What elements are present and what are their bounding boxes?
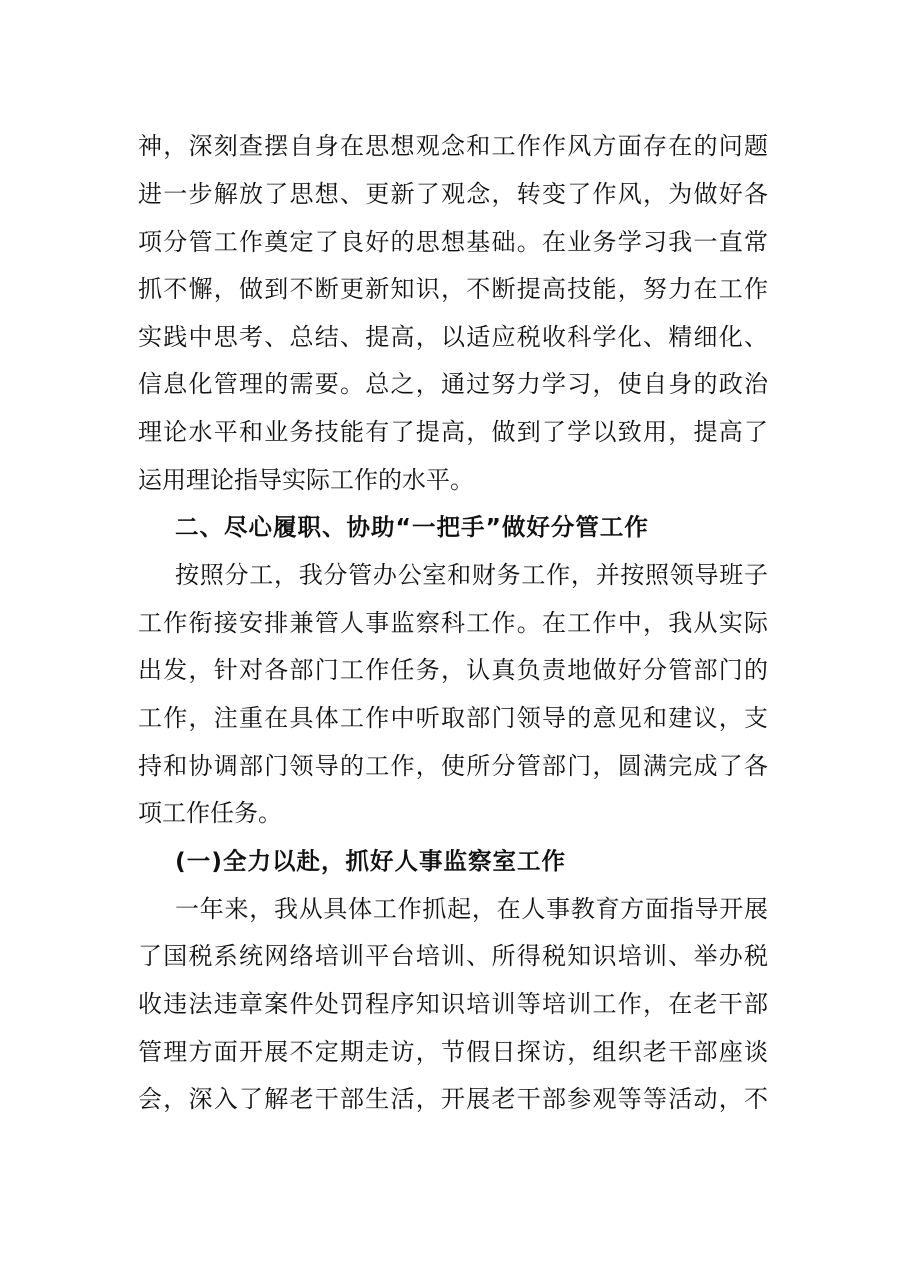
section-heading: 二、尽心履职、协助“一把手”做好分管工作 — [175, 513, 649, 541]
body-line: 运用理论指导实际工作的水平。 — [138, 466, 474, 494]
paragraph-first-line: 一年来，我从具体工作抓起，在人事教育方面指导开展 — [175, 895, 768, 923]
body-line: 项分管工作奠定了良好的思想基础。在业务学习我一直常 — [138, 228, 768, 256]
body-line: 进一步解放了思想、更新了观念，转变了作风，为做好各 — [138, 180, 768, 208]
body-line: 信息化管理的需要。总之，通过努力学习，使自身的政治 — [138, 370, 768, 398]
paragraph-first-line: 按照分工，我分管办公室和财务工作，并按照领导班子 — [175, 561, 768, 589]
body-line: 管理方面开展不定期走访，节假日探访，组织老干部座谈 — [138, 1038, 768, 1066]
body-line: 出发，针对各部门工作任务，认真负责地做好分管部门的 — [138, 656, 768, 684]
body-line: 持和协调部门领导的工作，使所分管部门，圆满完成了各 — [138, 752, 768, 780]
body-line: 会，深入了解老干部生活，开展老干部参观等等活动，不 — [138, 1085, 768, 1113]
body-line: 理论水平和业务技能有了提高，做到了学以致用，提高了 — [138, 418, 768, 446]
body-line: 抓不懈，做到不断更新知识，不断提高技能，努力在工作 — [138, 275, 768, 303]
body-line: 工作，注重在具体工作中听取部门领导的意见和建议，支 — [138, 704, 768, 732]
body-line: 收违法违章案件处罚程序知识培训等培训工作，在老干部 — [138, 990, 768, 1018]
body-line: 工作衔接安排兼管人事监察科工作。在工作中，我从实际 — [138, 609, 768, 637]
subsection-heading: (一)全力以赴，抓好人事监察室工作 — [175, 847, 566, 875]
body-line: 实践中思考、总结、提高，以适应税收科学化、精细化、 — [138, 323, 768, 351]
body-line: 神，深刻查摆自身在思想观念和工作作风方面存在的问题 — [138, 132, 768, 160]
body-line: 项工作任务。 — [138, 799, 282, 827]
body-line: 了国税系统网络培训平台培训、所得税知识培训、举办税 — [138, 942, 768, 970]
